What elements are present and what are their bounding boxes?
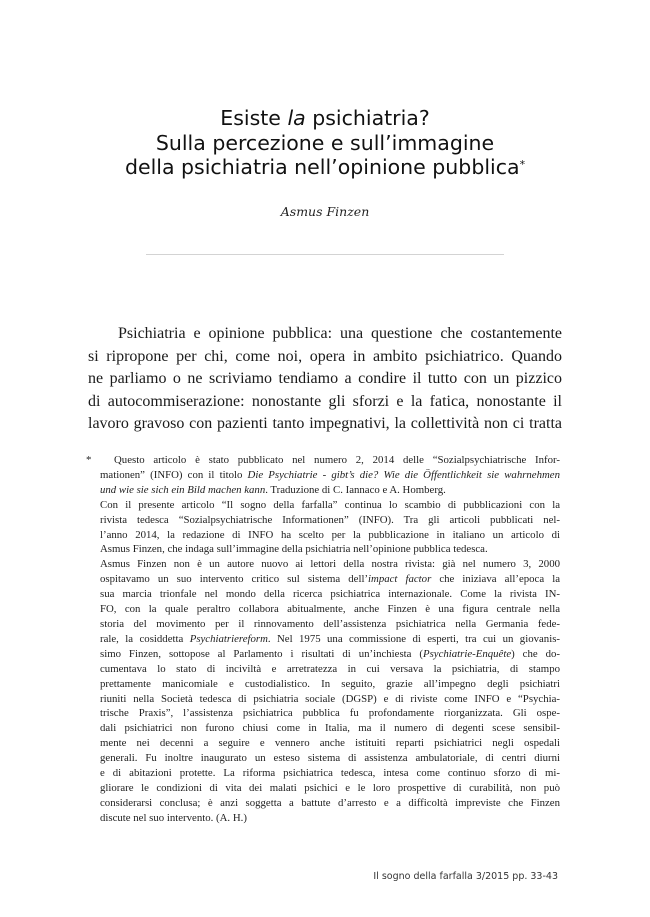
divider bbox=[146, 254, 504, 255]
footnote-line: considerarsi conclusa; è anzi soggetta a battute d’arresto e a difficoltà impreviste che Finzen bbox=[100, 796, 560, 809]
footnote-marker: * bbox=[86, 454, 92, 466]
italic-term: Psychiatrie-Enquête bbox=[423, 647, 512, 660]
title-italic-word: la bbox=[287, 106, 306, 130]
body-line: lavoro gravoso con pazienti tanto impegnativi, la collettività non ci tratta bbox=[88, 415, 562, 433]
footnote-text: ospitavamo un suo intervento critico sul sistema dell’ bbox=[100, 573, 369, 586]
footnote-line: dali psichiatrici non furono chiusi come in Italia, ma il numero di degenti scese sensibil- bbox=[100, 722, 560, 735]
title-text: psichiatria? bbox=[305, 106, 430, 130]
footnote-line: trische Praxis”, l’assistenza psichiatrica pubblica fu profondamente riorganizzata. Gli ospe- bbox=[100, 707, 560, 720]
original-title-italic: Die Psychiatrie - gibt’s die? Wie die Öffentlichkeit sie wahrnehmen bbox=[247, 468, 560, 481]
footnote-line: mente nei decenni a seguire e vennero anche istituiti reparti psichiatrici negli ospedali bbox=[100, 737, 560, 750]
footnote-text: rale, la cosiddetta bbox=[100, 632, 190, 645]
footnote bbox=[86, 453, 560, 826]
footnote-line: prettamente manicomiale e custodialistico. In seguito, grazie all’impegno degli psichiatri bbox=[100, 677, 560, 690]
footnote-text: mationen” (INFO) con il titolo bbox=[100, 468, 248, 481]
body-paragraph bbox=[88, 323, 562, 436]
body-line: Psichiatria e opinione pubblica: una questione che costantemente bbox=[118, 325, 562, 342]
footnote-line: FO, con la quale peraltro collabora abitualmente, anche Finzen è una figura centrale nella bbox=[100, 603, 560, 616]
footnote-text: ) che do- bbox=[511, 647, 560, 660]
footnote-text: Questo articolo è stato pubblicato nel numero 2, 2014 delle “Sozialpsychiatrische Infor- bbox=[114, 454, 560, 466]
footnote-line: Con il presente articolo “Il sogno della farfalla” continua lo scambio di pubblicazioni con la bbox=[100, 498, 560, 511]
italic-term: impact factor bbox=[368, 573, 432, 586]
title-text: della psichiatria nell’opinione pubblica bbox=[124, 155, 520, 179]
title-line-1 bbox=[80, 106, 570, 131]
footnote-line: discute nel suo intervento. (A. H.) bbox=[100, 811, 247, 824]
footnote-line: storia del movimento per il rinnovamento dell’assistenza psichiatrica nella Germania fede- bbox=[100, 617, 560, 630]
footnote-line bbox=[100, 468, 560, 483]
footnote-line bbox=[100, 647, 560, 662]
footnote-text: che iniziava all’epoca la bbox=[431, 573, 560, 586]
footnote-line bbox=[86, 453, 560, 468]
footnote-line: l’anno 2014, la redazione di INFO ha scelto per la pubblicazione in italiano un articolo di bbox=[100, 528, 560, 541]
footnote-line: Asmus Finzen non è un autore nuovo ai lettori della nostra rivista: già nel numero 3, 2000 bbox=[100, 558, 560, 571]
footnote-line: cumentava lo stato di inciviltà e arretratezza in cui versava la psichiatria, di stampo bbox=[100, 662, 560, 675]
title-line-3 bbox=[80, 155, 570, 180]
footnote-line: riuniti nella Società tedesca di psichiatria sociale (DGSP) e di riviste come INFO e “Psychia- bbox=[100, 692, 560, 705]
title-text: Esiste bbox=[220, 106, 288, 130]
footnote-marker-ref[interactable]: * bbox=[519, 158, 526, 171]
title-line-2: Sulla percezione e sull’immagine bbox=[155, 130, 495, 155]
italic-term: Psychiatriereform bbox=[189, 632, 268, 645]
footnote-line: sua marcia trionfale nel mondo della ricerca psichiatrica internazionale. Come la rivista IN- bbox=[100, 588, 560, 601]
footnote-line: rivista tedesca “Sozialpsychiatrische Informationen” (INFO). Tra gli articoli pubblicati nel- bbox=[100, 513, 560, 526]
original-title-italic: und wie sie sich ein Bild machen kann bbox=[100, 483, 266, 496]
body-line: di autocommiserazione: nonostante gli sforzi e la fatica, nonostante il bbox=[88, 392, 562, 410]
footnote-line: e di abitazioni protette. La riforma psichiatrica tedesca, intesa come continuo sforzo di mi- bbox=[100, 767, 560, 780]
footnote-text: simo Finzen, sottopose al Parlamento i risultati di un’inchiesta ( bbox=[100, 647, 423, 660]
footnote-text: . Traduzione di C. Iannaco e A. Homberg. bbox=[265, 483, 446, 496]
body-line: ne parliamo o ne scriviamo tendiamo a condire il tutto con un pizzico bbox=[88, 370, 562, 388]
journal-citation-footer: Il sogno della farfalla 3/2015 pp. 33-43 bbox=[373, 871, 558, 882]
footnote-text: . Nel 1975 una commissione di esperti, tra cui un giovanis- bbox=[267, 632, 560, 645]
author-name: Asmus Finzen bbox=[280, 204, 370, 219]
footnote-line: Asmus Finzen, che indaga sull’immagine della psichiatria nell’opinione pubblica tedesca. bbox=[100, 543, 488, 556]
footnote-line: gliorare le condizioni di vita dei malati psichici e le loro prospettive di curabilità, non può bbox=[100, 781, 560, 794]
footnote-line bbox=[100, 632, 560, 647]
body-line: si ripropone per chi, come noi, opera in ambito psichiatrico. Quando bbox=[88, 347, 562, 365]
footnote-line bbox=[100, 483, 560, 498]
article-title bbox=[80, 106, 570, 180]
footnote-line: generali. Fu inoltre inaugurato un esteso sistema di assistenza ambulatoriale, di centri diurni bbox=[100, 752, 560, 765]
footnote-line bbox=[100, 572, 560, 587]
